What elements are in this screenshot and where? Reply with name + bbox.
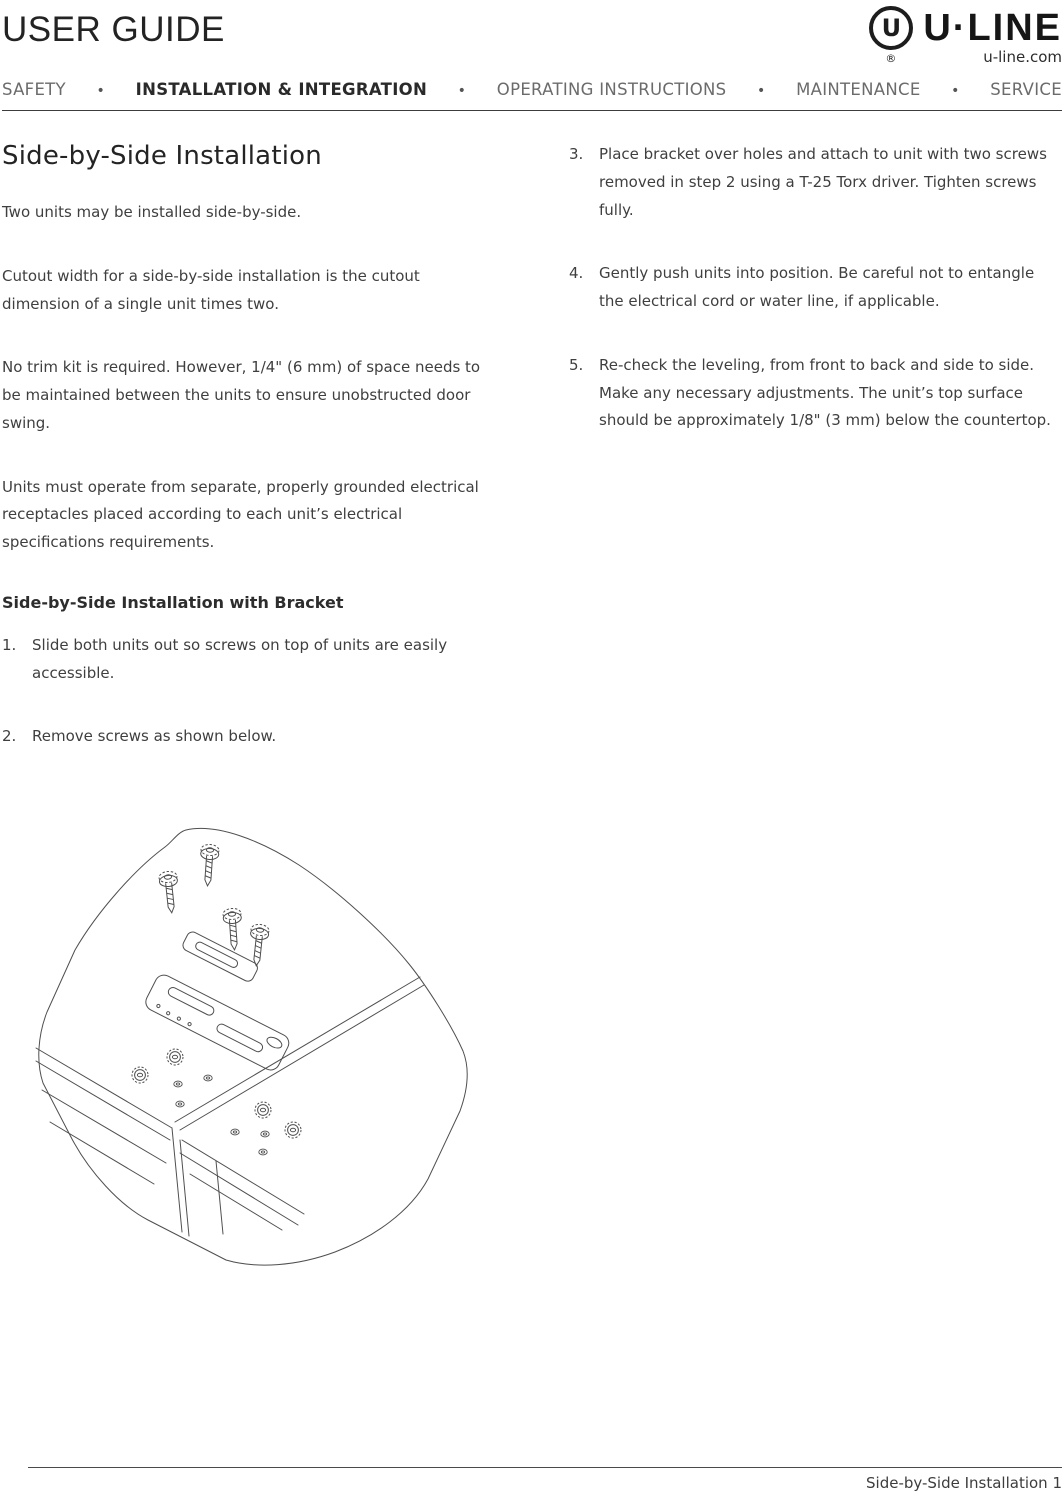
intro-paragraph: Two units may be installed side-by-side. [2, 203, 302, 221]
nav-separator-icon: • [757, 83, 766, 99]
nav-item-maintenance: MAINTENANCE [796, 80, 921, 99]
instruction-step [569, 260, 1062, 316]
footer-rule [28, 1467, 1062, 1468]
uline-logo-row [869, 6, 1062, 50]
intro-paragraph: No trim kit is required. However, 1/4" (6 mm) of space needs to be maintained between the units to ensure unobstructed door swing. [2, 358, 481, 432]
document-title: USER GUIDE [2, 10, 225, 49]
step-number: 2. [2, 727, 17, 746]
step-number: 5. [569, 355, 584, 374]
unit-top-line-drawing [30, 822, 470, 1272]
nav-item-service: SERVICE [990, 80, 1062, 99]
instruction-step [2, 632, 494, 688]
section-nav [2, 80, 1062, 99]
right-column [569, 141, 1062, 787]
left-column [2, 141, 494, 787]
step-text: Re-check the leveling, from front to back and side to side. Make any necessary adjustments. The unit’s top surface should be approximately 1/8" (3 mm) below the countertop. [599, 355, 1051, 430]
instruction-step [569, 352, 1062, 435]
step-number: 1. [2, 635, 17, 654]
intro-paragraph: Cutout width for a side-by-side installation is the cutout dimension of a single unit times two. [2, 266, 420, 313]
registered-mark: ® [885, 52, 897, 65]
step-text: Remove screws as shown below. [32, 727, 277, 746]
uline-logo-letter: U [881, 14, 902, 42]
page-title: Side-by-Side Installation [2, 141, 322, 171]
intro-paragraph: Units must operate from separate, properly grounded electrical receptacles placed according to each unit’s electrical specifications requirements. [2, 477, 479, 551]
step-number: 4. [569, 264, 584, 283]
step-number: 3. [569, 145, 584, 163]
uline-logo-mark-icon [869, 6, 913, 50]
footer-page-label: Side-by-Side Installation 1 [866, 1474, 1062, 1492]
nav-item-operating-instructions: OPERATING INSTRUCTIONS [496, 80, 727, 99]
uline-wordmark: U·LINE [923, 6, 1062, 49]
page-header [2, 6, 1062, 66]
nav-separator-icon: • [457, 83, 467, 99]
nav-separator-icon: • [951, 83, 960, 99]
bracket-installation-figure [30, 822, 470, 1272]
nav-separator-icon: • [96, 83, 106, 99]
nav-item-installation-integration: INSTALLATION & INTEGRATION [135, 80, 428, 99]
step-text: Place bracket over holes and attach to unit with two screws removed in step 2 using a T-25 Torx driver. Tighten screws fully. [599, 145, 1047, 219]
uline-logo [869, 6, 1062, 66]
nav-item-safety: SAFETY [2, 80, 66, 99]
main-content [2, 111, 1062, 787]
instruction-step [2, 723, 494, 751]
uline-website: u-line.com [983, 48, 1062, 66]
step-text: Slide both units out so screws on top of units are easily accessible. [32, 635, 448, 682]
step-text: Gently push units into position. Be careful not to entangle the electrical cord or water line, if applicable. [599, 264, 1035, 310]
section-subheading: Side-by-Side Installation with Bracket [2, 592, 344, 612]
instruction-step [569, 141, 1062, 224]
uline-logo-subrow [869, 48, 1062, 66]
